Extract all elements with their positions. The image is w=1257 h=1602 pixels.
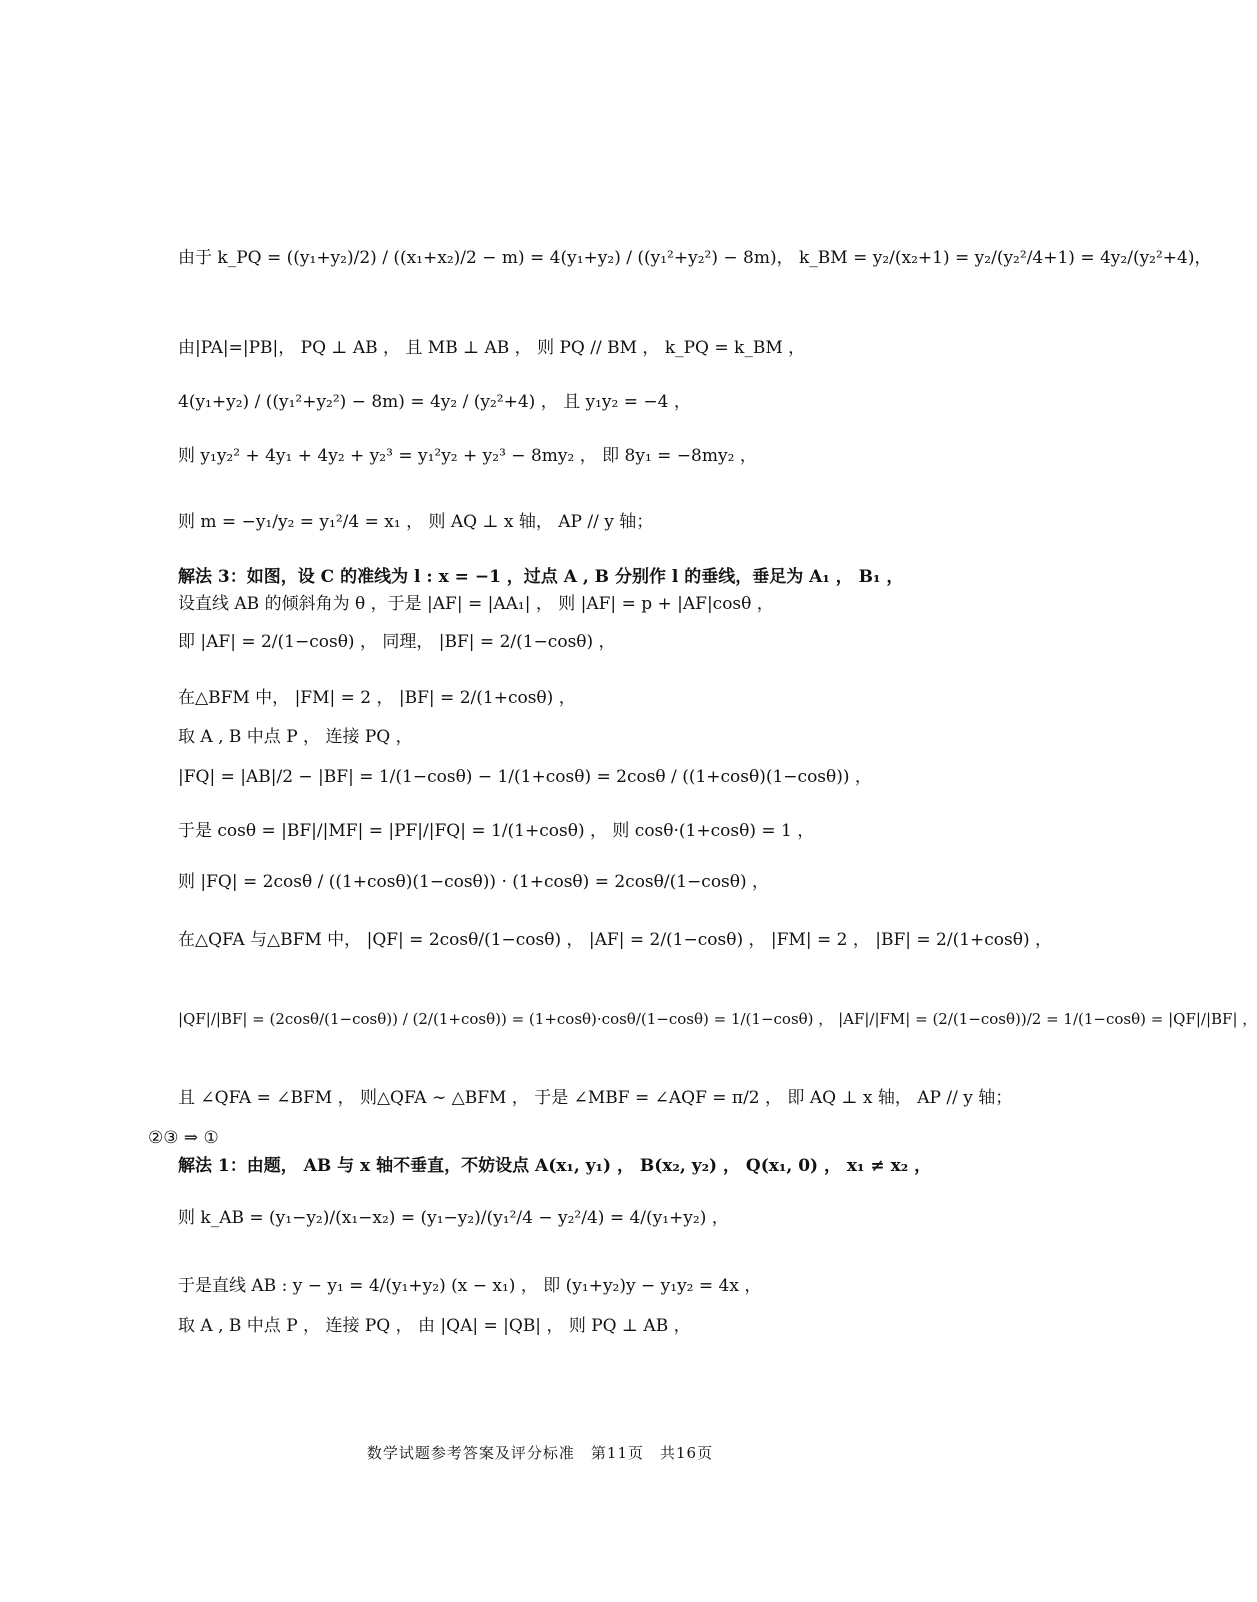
text-line: 则 k_AB = (y₁−y₂)/(x₁−x₂) = (y₁−y₂)/(y₁²/4 − y₂²/4) = 4/(y₁+y₂) ， (178, 1208, 729, 1228)
text-line: 在△BFM 中， |FM| = 2 ， |BF| = 2/(1+cosθ) ， (178, 688, 576, 708)
text-line: 4(y₁+y₂) / ((y₁²+y₂²) − 8m) = 4y₂ / (y₂²+4) ， 且 y₁y₂ = −4 ， (178, 392, 691, 412)
text-line: 于是 cosθ = |BF|/|MF| = |PF|/|FQ| = 1/(1+cosθ) ， 则 cosθ·(1+cosθ) = 1 ， (178, 821, 815, 841)
text-line: 取 A , B 中点 P ， 连接 PQ ， (178, 727, 413, 747)
method-heading-line: 解法 1：由题， AB 与 x 轴不垂直，不妨设点 A(x₁, y₁) ， B(x₂, y₂) ， Q(x₁, 0) ， x₁ ≠ x₂ ， (178, 1156, 932, 1176)
section-marker: ②③ ⇒ ① (148, 1128, 219, 1148)
text-line: 即 |AF| = 2/(1−cosθ) ， 同理， |BF| = 2/(1−cosθ) ， (178, 632, 616, 652)
text-line: 于是直线 AB : y − y₁ = 4/(y₁+y₂) (x − x₁) ， 即 (y₁+y₂)y − y₁y₂ = 4x ， (178, 1276, 762, 1296)
text-line: 设直线 AB 的倾斜角为 θ ，于是 |AF| = |AA₁| ， 则 |AF| = p + |AF|cosθ ， (178, 594, 774, 614)
page-footer: 数学试题参考答案及评分标准 第11页 共16页 (366, 1444, 714, 1462)
method-heading-line: 解法 3：如图，设 C 的准线为 l : x = −1 ，过点 A , B 分别作 l 的垂线，垂足为 A₁ ， B₁ ， (178, 567, 904, 587)
text-line: 则 m = −y₁/y₂ = y₁²/4 = x₁ ， 则 AQ ⊥ x 轴， AP // y 轴； (178, 512, 654, 532)
text-line: 在△QFA 与△BFM 中， |QF| = 2cosθ/(1−cosθ) ， |AF| = 2/(1−cosθ) ， |FM| = 2 ， |BF| = 2/(1+cosθ) ， (178, 930, 1053, 950)
text-line: 且 ∠QFA = ∠BFM ， 则△QFA ∼ △BFM ， 于是 ∠MBF = ∠AQF = π/2 ， 即 AQ ⊥ x 轴， AP // y 轴； (178, 1088, 1013, 1108)
text-line: |FQ| = |AB|/2 − |BF| = 1/(1−cosθ) − 1/(1+cosθ) = 2cosθ / ((1+cosθ)(1−cosθ)) ， (178, 767, 872, 787)
text-line: 由|PA|=|PB|， PQ ⊥ AB ， 且 MB ⊥ AB ， 则 PQ // BM ， k_PQ = k_BM ， (178, 338, 806, 358)
text-line: 则 |FQ| = 2cosθ / ((1+cosθ)(1−cosθ)) · (1+cosθ) = 2cosθ/(1−cosθ) ， (178, 872, 770, 892)
text-line: 取 A , B 中点 P ， 连接 PQ ， 由 |QA| = |QB| ， 则 PQ ⊥ AB ， (178, 1316, 691, 1336)
text-line: |QF|/|BF| = (2cosθ/(1−cosθ)) / (2/(1+cosθ)) = (1+cosθ)·cosθ/(1−cosθ) = 1/(1−cosθ) ， |AF|/|FM| = (2/(1−cosθ))/2 = 1/(1−cosθ) = |QF|/|BF| ， (178, 1010, 1257, 1028)
text-line: 则 y₁y₂² + 4y₁ + 4y₂ + y₂³ = y₁²y₂ + y₂³ − 8my₂ ， 即 8y₁ = −8my₂ ， (178, 446, 757, 466)
text-line: 由于 k_PQ = ((y₁+y₂)/2) / ((x₁+x₂)/2 − m) = 4(y₁+y₂) / ((y₁²+y₂²) − 8m)， k_BM = y₂/(x₂+1) = y₂/(y₂²/4+1) = 4y₂/(y₂²+4)， (178, 248, 1212, 268)
